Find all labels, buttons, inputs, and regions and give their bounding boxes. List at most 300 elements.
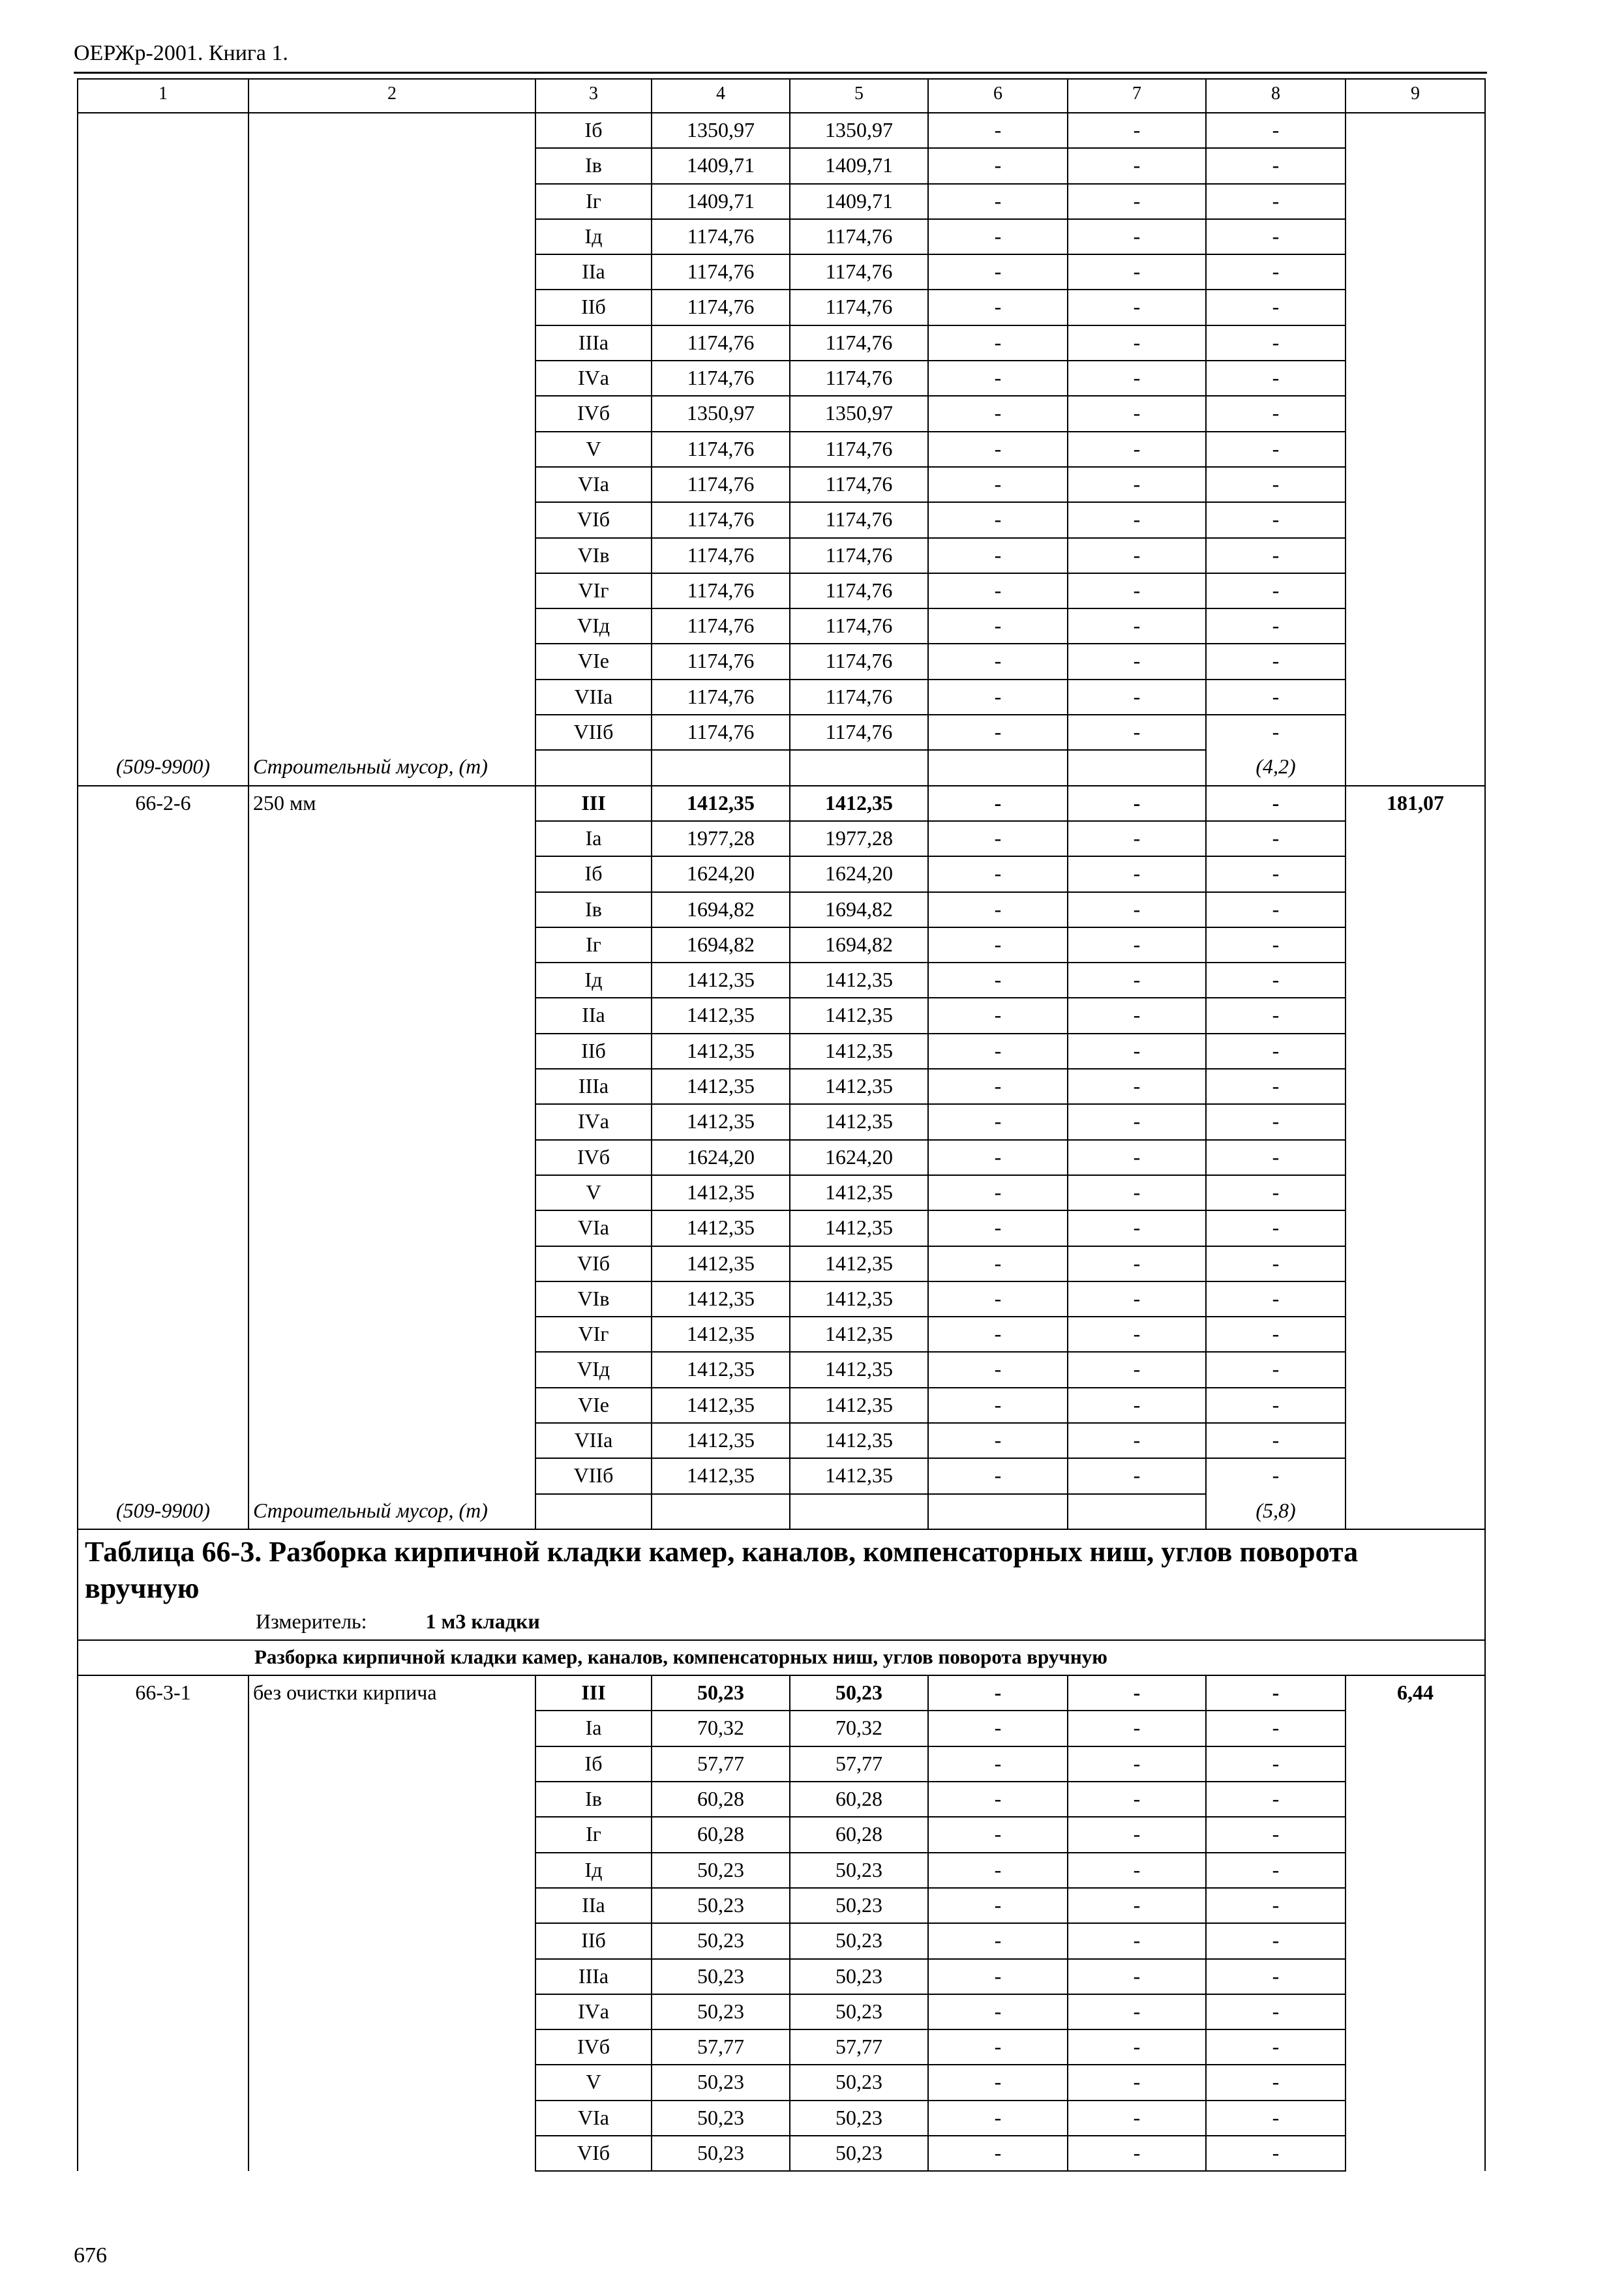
value-cell: - — [928, 1746, 1068, 1782]
data-row — [78, 219, 1485, 254]
value-cell: - — [1206, 1711, 1346, 1746]
value-cell: 1694,82 — [790, 927, 928, 963]
zone-cell: VIIа — [535, 1423, 652, 1458]
value-cell: 1412,35 — [790, 1458, 928, 1493]
zone-cell: IIб — [535, 1034, 652, 1069]
empty-cell — [1346, 113, 1485, 148]
data-row — [78, 1782, 1485, 1817]
data-row — [78, 148, 1485, 183]
data-row — [78, 2101, 1485, 2136]
value-cell: 1174,76 — [652, 538, 790, 573]
value-cell: 1412,35 — [790, 963, 928, 998]
value-cell: - — [928, 1959, 1068, 1994]
table-title: Таблица 66-3. Разборка кирпичной кладки камер, каналов, компенсаторных ниш, углов поворота вручную — [85, 1535, 1359, 1604]
empty-cell — [78, 148, 248, 183]
value-cell: 1174,76 — [790, 715, 928, 750]
value-cell: - — [1068, 1994, 1206, 2029]
value-cell: - — [1068, 1888, 1206, 1923]
empty-cell — [1346, 325, 1485, 361]
empty-cell — [790, 1494, 928, 1529]
value-cell: - — [1206, 963, 1346, 998]
value-cell: - — [1206, 1388, 1346, 1423]
value-cell: - — [1068, 502, 1206, 537]
value-cell: 1412,35 — [652, 1034, 790, 1069]
empty-cell — [1346, 502, 1485, 537]
empty-cell — [78, 2101, 248, 2136]
empty-cell — [78, 396, 248, 431]
data-row — [78, 821, 1485, 856]
value-cell: 1412,35 — [652, 1458, 790, 1493]
data-row — [78, 715, 1485, 750]
zone-cell: IIа — [535, 998, 652, 1033]
name-cell: 250 мм — [248, 786, 535, 821]
empty-cell — [1346, 821, 1485, 856]
value-cell: - — [928, 1423, 1068, 1458]
value-cell: 1174,76 — [652, 219, 790, 254]
value-cell: - — [928, 2029, 1068, 2065]
empty-cell — [1346, 1782, 1485, 1817]
empty-cell — [248, 361, 535, 396]
value-cell: - — [928, 892, 1068, 927]
empty-cell — [78, 963, 248, 998]
empty-cell — [1346, 361, 1485, 396]
empty-cell — [78, 1175, 248, 1210]
zone-cell: VIа — [535, 2101, 652, 2136]
data-row — [78, 2136, 1485, 2171]
data-row — [78, 1281, 1485, 1317]
value-cell: - — [1206, 1888, 1346, 1923]
empty-cell — [1346, 290, 1485, 325]
value-cell: 1412,35 — [790, 1352, 928, 1387]
value-cell: - — [1068, 432, 1206, 467]
value-cell: - — [1068, 1175, 1206, 1210]
empty-cell — [78, 1994, 248, 2029]
zone-cell: IIIа — [535, 1959, 652, 1994]
value-cell: - — [928, 856, 1068, 891]
value-cell: - — [1206, 396, 1346, 431]
value-cell: 1694,82 — [652, 927, 790, 963]
empty-cell — [248, 892, 535, 927]
value-cell: - — [1068, 856, 1206, 891]
empty-cell — [248, 1853, 535, 1888]
value-cell: - — [1206, 1423, 1346, 1458]
zone-cell: IVа — [535, 1994, 652, 2029]
empty-cell — [1346, 2029, 1485, 2065]
empty-cell — [1346, 680, 1485, 715]
value-cell: - — [928, 1711, 1068, 1746]
column-number: 2 — [248, 79, 535, 113]
empty-cell — [1346, 1175, 1485, 1210]
empty-cell — [1346, 715, 1485, 750]
page-number: 676 — [74, 2243, 107, 2267]
value-cell: - — [1068, 821, 1206, 856]
value-cell: 1174,76 — [652, 432, 790, 467]
empty-cell — [78, 998, 248, 1033]
value-cell: 1174,76 — [652, 573, 790, 608]
zone-cell: Iб — [535, 856, 652, 891]
empty-cell — [78, 892, 248, 927]
header-rule — [74, 72, 1487, 74]
zone-cell: IVб — [535, 396, 652, 431]
empty-cell — [78, 502, 248, 537]
value-cell: - — [928, 963, 1068, 998]
empty-cell — [78, 1817, 248, 1852]
empty-cell — [78, 927, 248, 963]
value-cell: 1694,82 — [652, 892, 790, 927]
value-cell: - — [1206, 680, 1346, 715]
value-cell: 1174,76 — [652, 467, 790, 502]
empty-cell — [248, 573, 535, 608]
value-cell: - — [928, 254, 1068, 290]
empty-cell — [78, 573, 248, 608]
value-cell: - — [1068, 1817, 1206, 1852]
data-row — [78, 396, 1485, 431]
value-cell: - — [928, 219, 1068, 254]
value-cell: 1412,35 — [790, 1104, 928, 1139]
value-cell: 1412,35 — [790, 1317, 928, 1352]
value-cell: - — [928, 148, 1068, 183]
empty-cell — [248, 254, 535, 290]
value-cell: - — [928, 1069, 1068, 1104]
value-cell: - — [1206, 821, 1346, 856]
value-cell: - — [928, 1104, 1068, 1139]
table-title-row — [78, 1529, 1485, 1640]
unit-value: 1 м3 кладки — [425, 1609, 540, 1633]
value-cell: 50,23 — [790, 2065, 928, 2100]
unit-label: Измеритель: — [256, 1609, 367, 1633]
empty-cell — [248, 1246, 535, 1281]
empty-cell — [78, 1959, 248, 1994]
value-cell: - — [1068, 1923, 1206, 1958]
column-number-row — [78, 79, 1485, 113]
empty-cell — [248, 325, 535, 361]
unit-line — [85, 1607, 1478, 1636]
value-cell: - — [1206, 573, 1346, 608]
value-cell: - — [1068, 644, 1206, 679]
value-cell: - — [928, 1853, 1068, 1888]
value-cell: - — [1206, 1104, 1346, 1139]
empty-cell — [248, 1317, 535, 1352]
empty-cell — [1346, 1104, 1485, 1139]
empty-cell — [1346, 1746, 1485, 1782]
data-row — [78, 1994, 1485, 2029]
column-number: 6 — [928, 79, 1068, 113]
data-row — [78, 1853, 1485, 1888]
zone-cell: VIг — [535, 1317, 652, 1352]
empty-cell — [1346, 1458, 1485, 1493]
value-cell: - — [1068, 1423, 1206, 1458]
empty-cell — [1346, 2101, 1485, 2136]
data-row — [78, 1888, 1485, 1923]
empty-cell — [1346, 1388, 1485, 1423]
value-cell: - — [1206, 608, 1346, 644]
value-cell: - — [1068, 1317, 1206, 1352]
empty-cell — [1346, 2065, 1485, 2100]
value-cell: - — [1068, 2101, 1206, 2136]
value-cell: - — [1206, 715, 1346, 750]
value-cell: 50,23 — [790, 1994, 928, 2029]
value-cell: - — [1206, 786, 1346, 821]
empty-cell — [248, 1034, 535, 1069]
total-cell: 181,07 — [1346, 786, 1485, 821]
empty-cell — [1346, 1246, 1485, 1281]
empty-cell — [248, 219, 535, 254]
value-cell: - — [1206, 538, 1346, 573]
waste-code: (509-9900) — [78, 750, 248, 785]
empty-cell — [1346, 219, 1485, 254]
value-cell: - — [1068, 1711, 1206, 1746]
value-cell: - — [1206, 1458, 1346, 1493]
empty-cell — [78, 1888, 248, 1923]
value-cell: - — [1068, 573, 1206, 608]
empty-cell — [1346, 1817, 1485, 1852]
value-cell: - — [1068, 361, 1206, 396]
value-cell: - — [928, 467, 1068, 502]
zone-cell: Iа — [535, 821, 652, 856]
value-cell: - — [1068, 927, 1206, 963]
zone-cell: IIIа — [535, 1069, 652, 1104]
subheading-row — [78, 1640, 1485, 1675]
value-cell: - — [1068, 1675, 1206, 1711]
value-cell: 1174,76 — [790, 573, 928, 608]
empty-cell — [1346, 254, 1485, 290]
empty-cell — [1346, 1352, 1485, 1387]
value-cell: - — [1068, 1104, 1206, 1139]
empty-cell — [78, 608, 248, 644]
value-cell: - — [928, 644, 1068, 679]
value-cell: - — [928, 1923, 1068, 1958]
data-row — [78, 856, 1485, 891]
empty-cell — [1068, 1494, 1206, 1529]
value-cell: - — [928, 1140, 1068, 1175]
value-cell: - — [928, 2065, 1068, 2100]
zone-cell: VIд — [535, 1352, 652, 1387]
table-title-cell — [78, 1529, 1485, 1640]
value-cell: - — [1206, 1069, 1346, 1104]
value-cell: - — [1206, 1782, 1346, 1817]
value-cell: 1174,76 — [790, 502, 928, 537]
empty-cell — [1346, 998, 1485, 1033]
empty-cell — [78, 290, 248, 325]
empty-cell — [78, 467, 248, 502]
empty-cell — [1346, 1994, 1485, 2029]
waste-value: (5,8) — [1206, 1494, 1346, 1529]
value-cell: 57,77 — [790, 2029, 928, 2065]
empty-cell — [78, 644, 248, 679]
value-cell: - — [928, 1888, 1068, 1923]
empty-cell — [1346, 892, 1485, 927]
value-cell: 1412,35 — [790, 786, 928, 821]
value-cell: 1412,35 — [790, 998, 928, 1033]
empty-cell — [1346, 1888, 1485, 1923]
value-cell: - — [928, 821, 1068, 856]
value-cell: - — [1206, 361, 1346, 396]
waste-row — [78, 750, 1485, 785]
value-cell: - — [1068, 1458, 1206, 1493]
data-row — [78, 184, 1485, 219]
empty-cell — [1346, 1034, 1485, 1069]
waste-name: Строительный мусор, (т) — [248, 750, 535, 785]
empty-cell — [78, 1782, 248, 1817]
value-cell: 1174,76 — [652, 644, 790, 679]
value-cell: - — [1206, 502, 1346, 537]
value-cell: - — [1068, 998, 1206, 1033]
value-cell: 1174,76 — [790, 325, 928, 361]
value-cell: - — [1206, 184, 1346, 219]
data-row — [78, 786, 1485, 821]
value-cell: 50,23 — [652, 2136, 790, 2171]
empty-cell — [1346, 608, 1485, 644]
value-cell: - — [1068, 1246, 1206, 1281]
value-cell: - — [928, 1317, 1068, 1352]
value-cell: - — [928, 432, 1068, 467]
zone-cell: IVа — [535, 1104, 652, 1139]
column-number: 7 — [1068, 79, 1206, 113]
value-cell: - — [1206, 1317, 1346, 1352]
empty-cell — [78, 1104, 248, 1139]
value-cell: - — [928, 1817, 1068, 1852]
value-cell: - — [1068, 467, 1206, 502]
value-cell: - — [928, 1210, 1068, 1246]
value-cell: 50,23 — [790, 1888, 928, 1923]
empty-cell — [1346, 1423, 1485, 1458]
value-cell: 1412,35 — [652, 1246, 790, 1281]
empty-cell — [1346, 1494, 1485, 1529]
waste-value: (4,2) — [1206, 750, 1346, 785]
data-row — [78, 927, 1485, 963]
value-cell: - — [1206, 927, 1346, 963]
empty-cell — [790, 750, 928, 785]
value-cell: 1350,97 — [652, 396, 790, 431]
column-number: 5 — [790, 79, 928, 113]
empty-cell — [1346, 538, 1485, 573]
value-cell: 50,23 — [652, 1994, 790, 2029]
empty-cell — [248, 467, 535, 502]
value-cell: - — [1206, 1175, 1346, 1210]
data-row — [78, 1175, 1485, 1210]
value-cell: 1409,71 — [652, 184, 790, 219]
empty-cell — [1346, 1281, 1485, 1317]
value-cell: 1409,71 — [790, 148, 928, 183]
empty-cell — [1346, 927, 1485, 963]
value-cell: 50,23 — [652, 2101, 790, 2136]
empty-cell — [1346, 1069, 1485, 1104]
value-cell: 50,23 — [790, 1923, 928, 1958]
empty-cell — [248, 1923, 535, 1958]
empty-cell — [78, 821, 248, 856]
value-cell: - — [1206, 1281, 1346, 1317]
value-cell: - — [928, 1782, 1068, 1817]
value-cell: 1174,76 — [652, 361, 790, 396]
value-cell: 1174,76 — [652, 715, 790, 750]
empty-cell — [248, 856, 535, 891]
value-cell: - — [928, 538, 1068, 573]
value-cell: 1412,35 — [652, 998, 790, 1033]
value-cell: 1412,35 — [652, 1104, 790, 1139]
value-cell: - — [1206, 1746, 1346, 1782]
column-number: 3 — [535, 79, 652, 113]
empty-cell — [1346, 644, 1485, 679]
value-cell: 1412,35 — [652, 1069, 790, 1104]
data-row — [78, 1034, 1485, 1069]
empty-cell — [78, 1069, 248, 1104]
value-cell: 1174,76 — [652, 680, 790, 715]
value-cell: - — [1068, 1782, 1206, 1817]
value-cell: 60,28 — [790, 1782, 928, 1817]
value-cell: - — [1068, 2065, 1206, 2100]
column-number: 4 — [652, 79, 790, 113]
empty-cell — [248, 2029, 535, 2065]
empty-cell — [248, 1210, 535, 1246]
value-cell: 60,28 — [652, 1817, 790, 1852]
value-cell: 50,23 — [790, 1675, 928, 1711]
data-row — [78, 1711, 1485, 1746]
empty-cell — [1346, 573, 1485, 608]
value-cell: - — [928, 1994, 1068, 2029]
value-cell: 1412,35 — [652, 1352, 790, 1387]
data-row — [78, 113, 1485, 148]
value-cell: 1174,76 — [652, 502, 790, 537]
value-cell: - — [928, 184, 1068, 219]
value-cell: - — [928, 608, 1068, 644]
zone-cell: IIб — [535, 1923, 652, 1958]
empty-cell — [248, 1711, 535, 1746]
value-cell: - — [1068, 1853, 1206, 1888]
zone-cell: IIIа — [535, 325, 652, 361]
empty-cell — [248, 680, 535, 715]
value-cell: - — [928, 325, 1068, 361]
value-cell: - — [1068, 184, 1206, 219]
empty-cell — [78, 1317, 248, 1352]
empty-cell — [78, 1853, 248, 1888]
value-cell: 1412,35 — [790, 1210, 928, 1246]
value-cell: - — [928, 2136, 1068, 2171]
code-cell: 66-3-1 — [78, 1675, 248, 1711]
zone-cell: Iб — [535, 1746, 652, 1782]
empty-cell — [248, 1140, 535, 1175]
value-cell: 1977,28 — [790, 821, 928, 856]
waste-name: Строительный мусор, (т) — [248, 1494, 535, 1529]
value-cell: - — [1068, 1210, 1206, 1246]
empty-cell — [248, 927, 535, 963]
value-cell: - — [1206, 1994, 1346, 2029]
value-cell: 1624,20 — [652, 1140, 790, 1175]
zone-cell: Iа — [535, 1711, 652, 1746]
empty-cell — [78, 715, 248, 750]
data-row — [78, 608, 1485, 644]
value-cell: - — [1068, 715, 1206, 750]
value-cell: - — [928, 786, 1068, 821]
value-cell: - — [1206, 1034, 1346, 1069]
value-cell: - — [1206, 432, 1346, 467]
value-cell: - — [1206, 998, 1346, 1033]
empty-cell — [652, 750, 790, 785]
value-cell: 60,28 — [652, 1782, 790, 1817]
empty-cell — [248, 2065, 535, 2100]
empty-cell — [248, 1423, 535, 1458]
zone-cell: VIв — [535, 538, 652, 573]
value-cell: 1350,97 — [790, 113, 928, 148]
value-cell: 1412,35 — [790, 1175, 928, 1210]
value-cell: - — [928, 998, 1068, 1033]
value-cell: - — [1068, 1140, 1206, 1175]
value-cell: 1624,20 — [790, 856, 928, 891]
zone-cell: Iб — [535, 113, 652, 148]
value-cell: 1412,35 — [790, 1034, 928, 1069]
zone-cell: VIIб — [535, 1458, 652, 1493]
zone-cell: III — [535, 786, 652, 821]
value-cell: - — [1206, 254, 1346, 290]
